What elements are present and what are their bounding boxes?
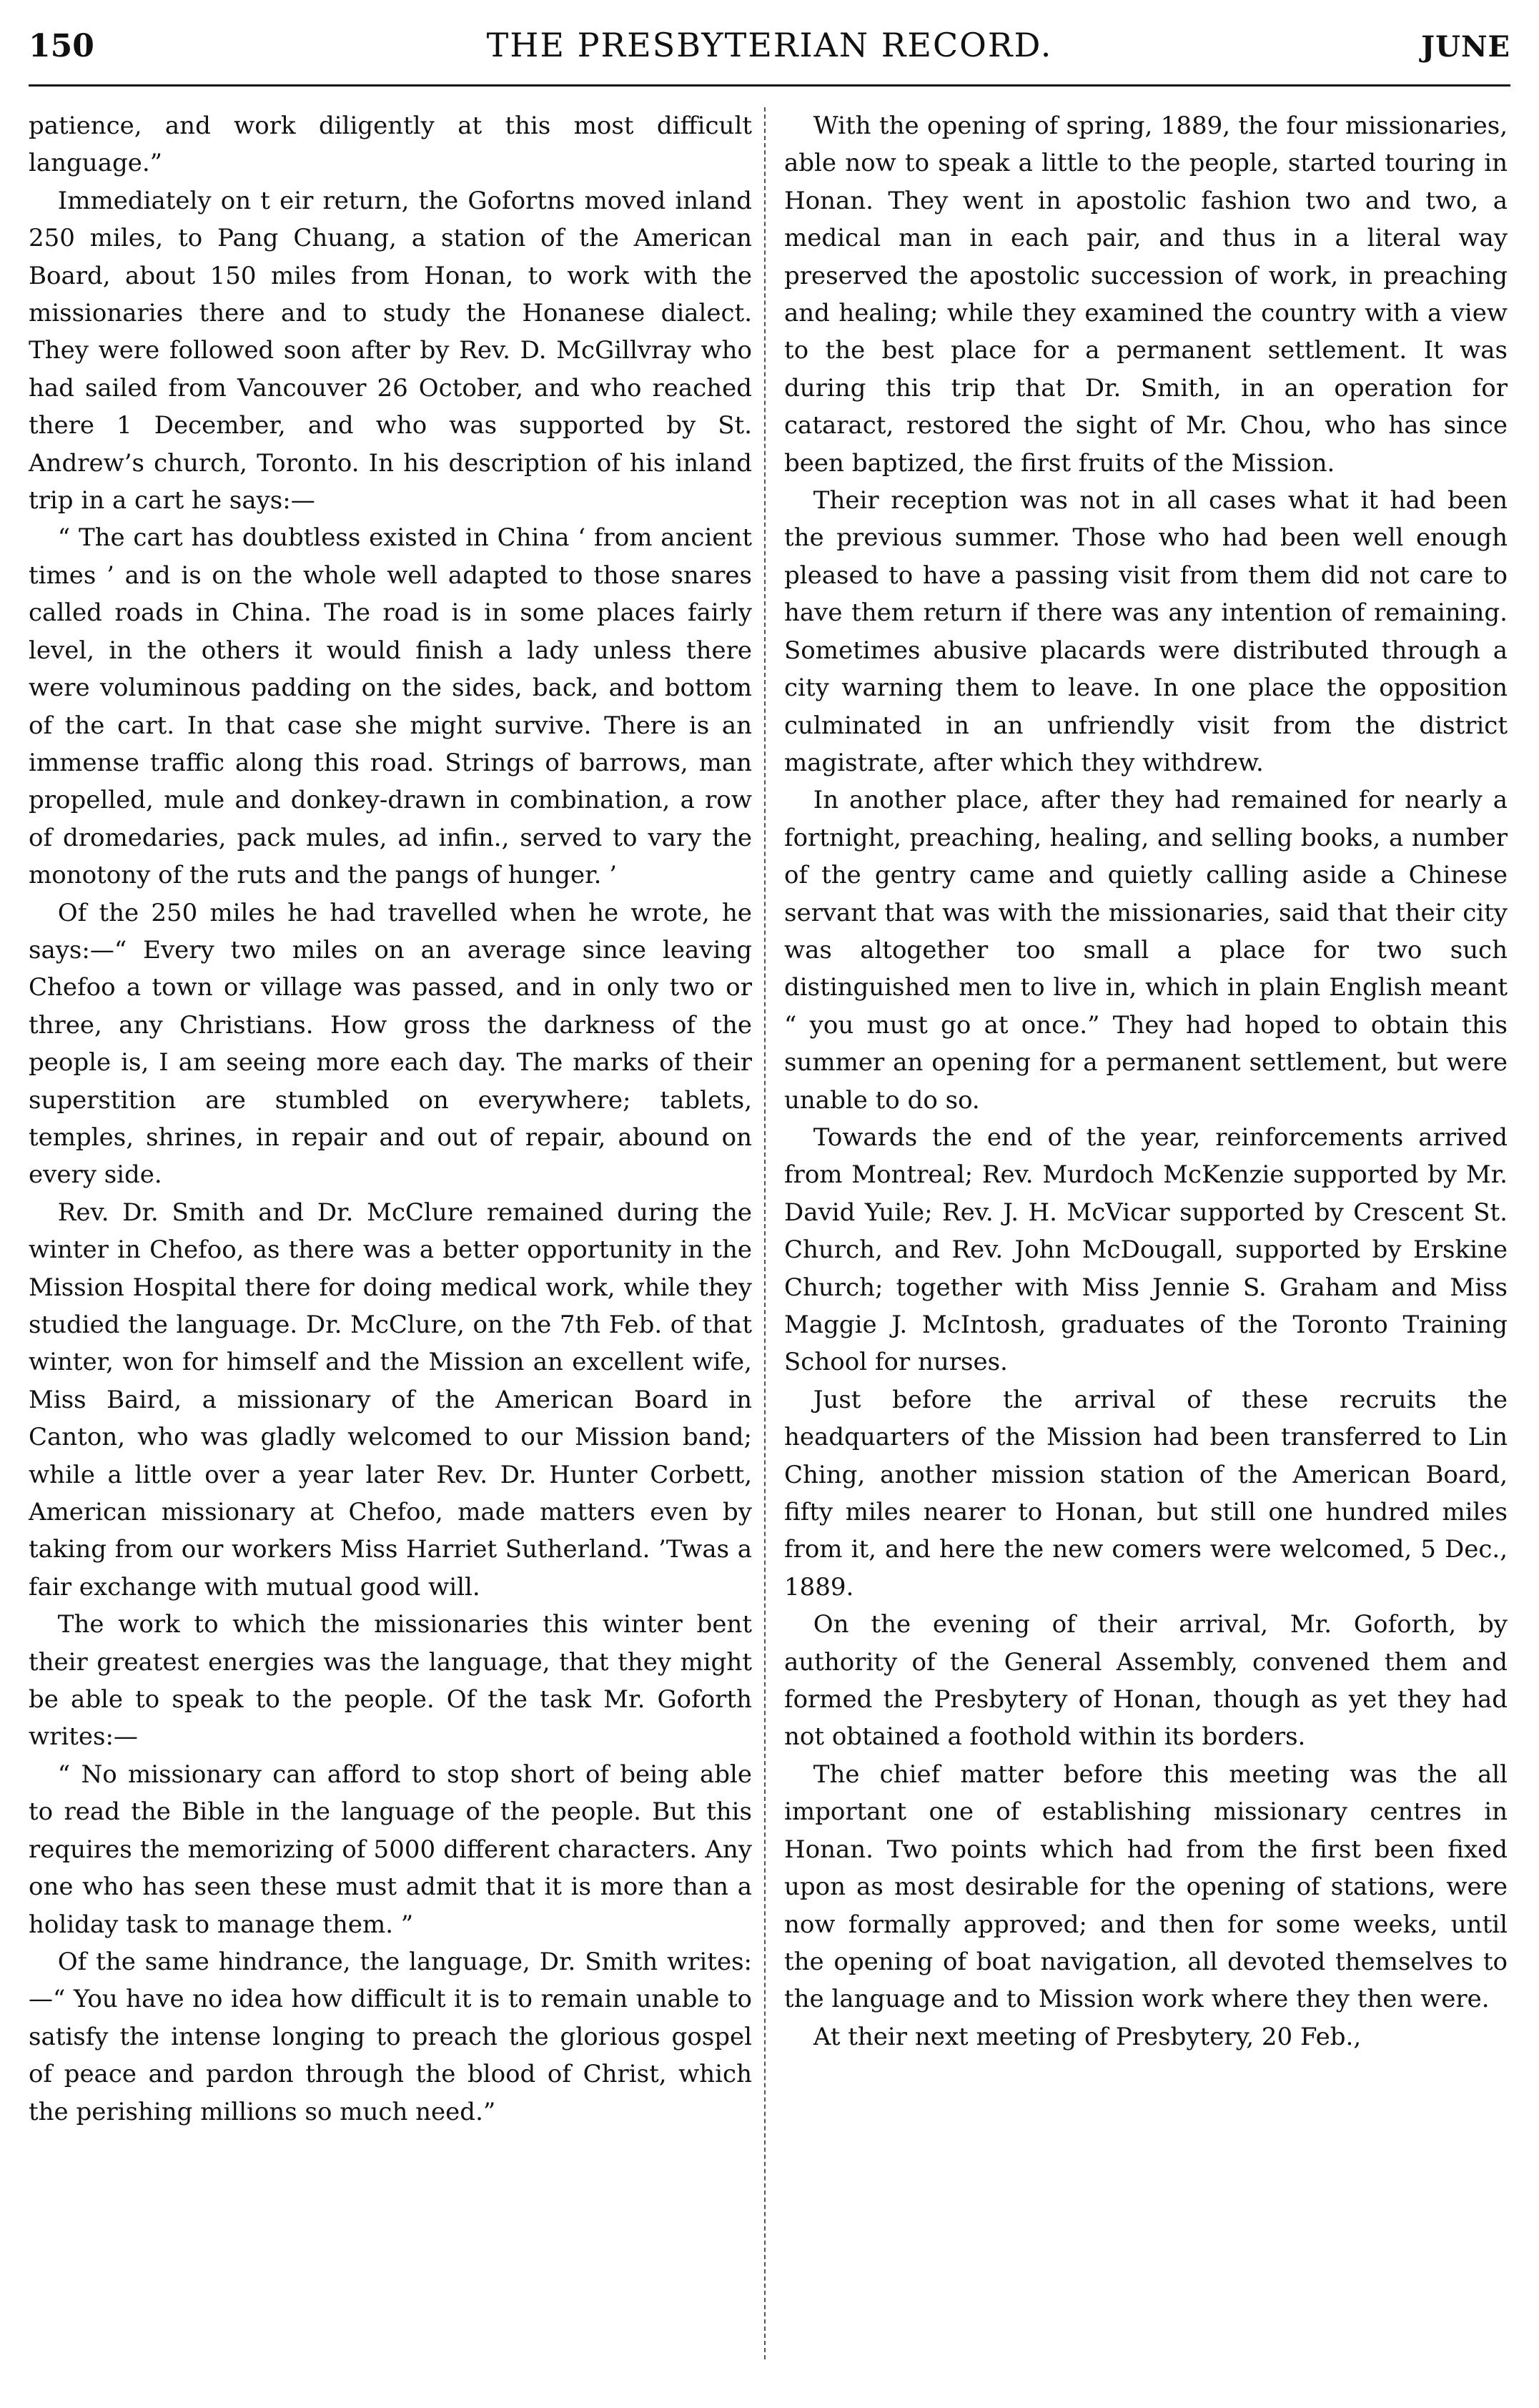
left-column	[29, 107, 752, 2131]
paragraph: Of the 250 miles he had travelled when he wrote, he says:—“ Every two miles on an average since leaving Chefoo a town or village was passed, and in only two or three, any Christians. How gross the darkness of the people is, I am seeing more each day. The marks of their superstition are stumbled on everywhere; tablets, temples, shrines, in repair and out of repair, abound on every side.	[29, 898, 752, 1190]
header-rule	[29, 84, 1510, 87]
paragraph: Immediately on t eir return, the Gofortns moved inland 250 miles, to Pang Chuang, a station of the American Board, about 150 miles from Honan, to work with the missionaries there and to study the Honanese dialect. They were followed soon after by Rev. D. McGillvray who had sailed from Vancouver 26 October, and who reached there 1 December, and who was supported by St. Andrew’s church, Toronto. In his description of his inland trip in a cart he says:—	[29, 186, 752, 515]
paragraph: Towards the end of the year, reinforcements arrived from Montreal; Rev. Murdoch McKenzie supported by Mr. David Yuile; Rev. J. H. McVicar supported by Crescent St. Church, and Rev. John McDougall, supported by Erskine Church; together with Miss Jennie S. Graham and Miss Maggie J. McIntosh, graduates of the Toronto Training School for nurses.	[784, 1122, 1508, 1377]
page-number: 150	[29, 28, 94, 64]
paragraph: Just before the arrival of these recruits the headquarters of the Mission had been transferred to Lin Ching, another mission station of the American Board, fifty miles nearer to Honan, but still one hundred miles from it, and here the new comers were welcomed, 5 Dec., 1889.	[784, 1385, 1508, 1602]
paragraph: On the evening of their arrival, Mr. Goforth, by authority of the General Assembly, convened them and formed the Presbytery of Honan, though as yet they had not obtained a foothold within its borders.	[784, 1610, 1508, 1752]
paragraph: The work to which the missionaries this winter bent their greatest energies was the language, that they might be able to speak to the people. Of the task Mr. Goforth writes:—	[29, 1610, 752, 1752]
issue-month: JUNE	[1421, 30, 1510, 64]
paragraph: At their next meeting of Presbytery, 20 Feb.,	[813, 2022, 1362, 2051]
paragraph: The chief matter before this meeting was the all important one of establishing missionary centres in Honan. Two points which had from the first been fixed upon as most desirable for the opening of stations, were now formally approved; and then for some weeks, until the opening of boat navigation, all devoted themselves to the language and to Mission work where they then were.	[784, 1760, 1508, 2014]
paragraph: Their reception was not in all cases what it had been the previous summer. Those who had been well enough pleased to have a passing visit from them did not care to have them return if there was any intention of remaining. Sometimes abusive placards were distributed through a city warning them to leave. In one place the opposition culminated in an unfriendly visit from the district magistrate, after which they withdrew.	[784, 486, 1508, 777]
quotation-paragraph: “ The cart has doubtless existed in China ‘ from ancient times ’ and is on the whole well adapted to those snares called roads in China. The road is in some places fairly level, in the others it would finish a lady unless there were voluminous padding on the sides, back, and bottom of the cart. In that case she might survive. There is an immense traffic along this road. Strings of barrows, man propelled, mule and donkey-drawn in combination, a row of dromedaries, pack mules, ad infin., served to vary the monotony of the ruts and the pangs of hunger. ’	[29, 523, 752, 890]
paragraph: patience, and work diligently at this most difficult language.”	[29, 112, 752, 178]
column-divider	[764, 107, 766, 2359]
paragraph: With the opening of spring, 1889, the four missionaries, able now to speak a little to the people, started touring in Honan. They went in apostolic fashion two and two, a medical man in each pair, and thus in a literal way preserved the apostolic succession of work, in preaching and healing; while they examined the country with a view to the best place for a permanent settlement. It was during this trip that Dr. Smith, in an operation for cataract, restored the sight of Mr. Chou, who has since been baptized, the first fruits of the Mission.	[784, 112, 1508, 478]
page-header	[29, 26, 1510, 76]
quotation-paragraph: “ No missionary can afford to stop short of being able to read the Bible in the language of the people. But this requires the memorizing of 5000 different characters. Any one who has seen these must admit that it is more than a holiday task to manage them. ”	[29, 1760, 752, 1939]
paragraph: In another place, after they had remained for nearly a fortnight, preaching, healing, and selling books, a number of the gentry came and quietly calling aside a Chinese servant that was with the missionaries, said that their city was altogether too small a place for two such distinguished men to live in, which in plain English meant “ you must go at once.” They had hoped to obtain this summer an opening for a permanent settlement, but were unable to do so.	[784, 786, 1508, 1115]
publication-title: THE PRESBYTERIAN RECORD.	[486, 26, 1053, 64]
paragraph: Rev. Dr. Smith and Dr. McClure remained during the winter in Chefoo, as there was a better opportunity in the Mission Hospital there for doing medical work, while they studied the language. Dr. McClure, on the 7th Feb. of that winter, won for himself and the Mission an excellent wife, Miss Baird, a missionary of the American Board in Canton, who was gladly welcomed to our Mission band; while a little over a year later Rev. Dr. Hunter Corbett, American missionary at Chefoo, made matters even by taking from our workers Miss Harriet Sutherland. ’Twas a fair exchange with mutual good will.	[29, 1198, 752, 1602]
right-column	[784, 107, 1508, 2056]
paragraph: Of the same hindrance, the language, Dr. Smith writes:—“ You have no idea how difficult it is to remain unable to satisfy the intense longing to preach the glorious gospel of peace and pardon through the blood of Christ, which the perishing millions so much need.”	[29, 1947, 752, 2126]
